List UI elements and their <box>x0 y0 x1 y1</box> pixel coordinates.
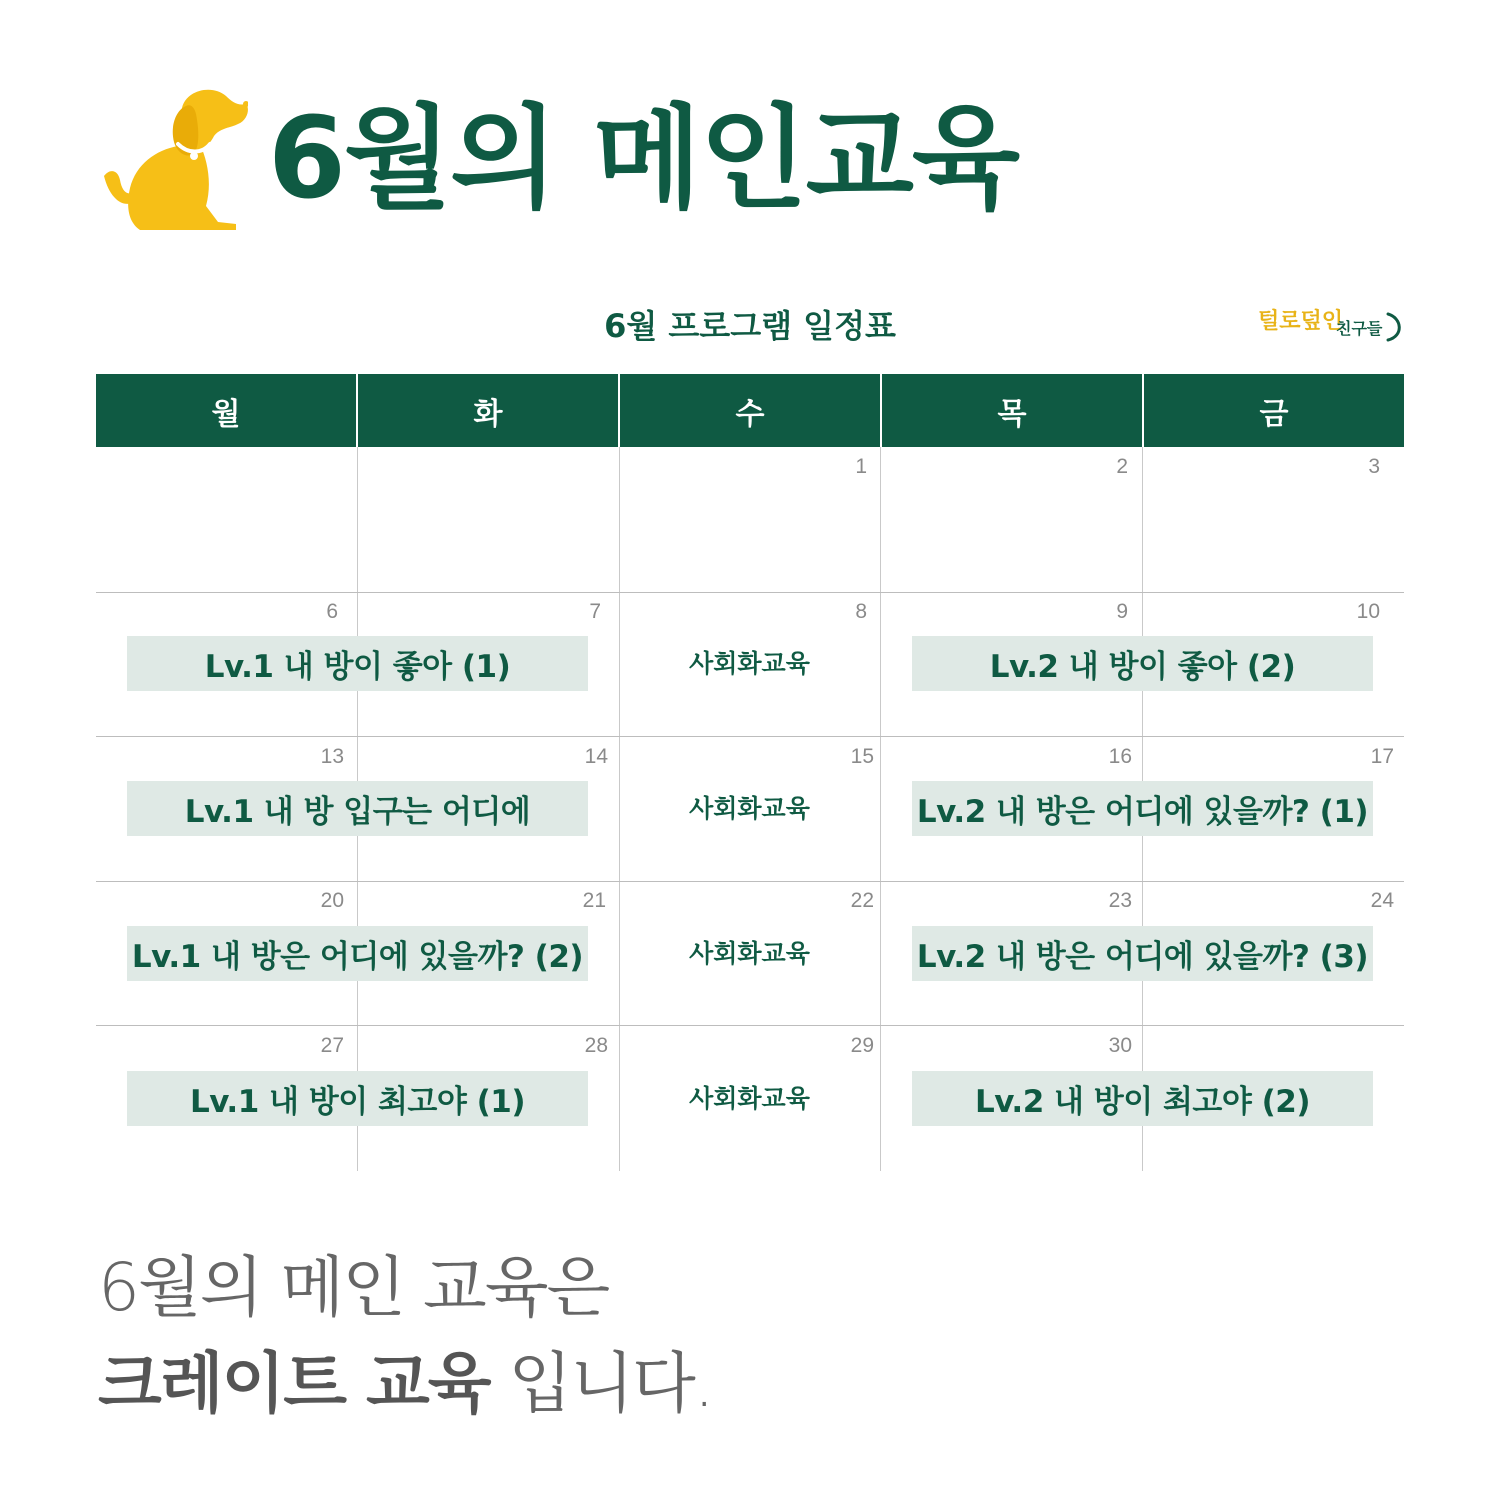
date-number: 13 <box>320 745 344 768</box>
date-number: 16 <box>1108 745 1132 768</box>
day-header-fri: 금 <box>1142 374 1404 447</box>
dog-icon <box>100 84 248 232</box>
date-number: 7 <box>589 600 601 623</box>
event-socialization: 사회화교육 <box>689 794 810 823</box>
summary-highlight: 크레이트 교육 <box>98 1345 490 1422</box>
date-number: 17 <box>1370 745 1394 768</box>
date-number: 14 <box>584 745 608 768</box>
summary-line2 <box>98 1336 713 1432</box>
summary-line1: 6월의 메인 교육은 <box>98 1249 609 1326</box>
date-number: 15 <box>850 745 874 768</box>
event-lv2: Lv.2 내 방이 좋아 (2) <box>912 636 1373 691</box>
day-header-mon: 월 <box>211 396 241 432</box>
calendar-header <box>96 374 1404 447</box>
date-number: 30 <box>1108 1034 1132 1057</box>
event-lv2: Lv.2 내 방은 어디에 있을까? (1) <box>912 781 1373 836</box>
event-lv1: Lv.1 내 방은 어디에 있을까? (2) <box>127 926 588 981</box>
summary-line2-rest: 입니다. <box>489 1345 713 1422</box>
grid-line <box>96 1025 1404 1026</box>
date-number: 9 <box>1116 600 1128 623</box>
brand-logo-part1: 털로덮인 <box>1258 309 1344 334</box>
grid-line <box>96 592 1404 593</box>
event-socialization: 사회화교육 <box>689 939 810 968</box>
grid-line <box>96 736 1404 737</box>
day-header-tue: 화 <box>356 374 618 447</box>
date-number: 20 <box>320 889 344 912</box>
day-header-thu: 목 <box>880 374 1142 447</box>
date-number: 24 <box>1370 889 1394 912</box>
event-lv1: Lv.1 내 방이 좋아 (1) <box>127 636 588 691</box>
grid-line <box>96 881 1404 882</box>
date-number: 22 <box>850 889 874 912</box>
date-number: 6 <box>326 600 338 623</box>
date-number: 10 <box>1356 600 1380 623</box>
brand-logo <box>1258 300 1408 350</box>
event-socialization: 사회화교육 <box>689 1084 810 1113</box>
event-lv1: Lv.1 내 방 입구는 어디에 <box>127 781 588 836</box>
date-number: 1 <box>855 455 867 478</box>
event-lv2: Lv.2 내 방이 최고야 (2) <box>912 1071 1373 1126</box>
bracket-icon <box>1384 312 1406 342</box>
date-number: 8 <box>855 600 867 623</box>
date-number: 23 <box>1108 889 1132 912</box>
date-number: 27 <box>320 1034 344 1057</box>
event-lv1: Lv.1 내 방이 최고야 (1) <box>127 1071 588 1126</box>
date-number: 3 <box>1368 455 1380 478</box>
summary-text <box>98 1240 713 1432</box>
schedule-subtitle: 6월 프로그램 일정표 <box>604 307 896 345</box>
grid-line <box>880 447 881 1171</box>
page-title: 6월의 메인교육 <box>268 94 1019 224</box>
calendar <box>96 374 1404 1171</box>
day-header-wed: 수 <box>618 374 880 447</box>
calendar-grid <box>96 447 1404 1171</box>
date-number: 29 <box>850 1034 874 1057</box>
brand-logo-part2: 친구들 <box>1336 319 1383 338</box>
date-number: 2 <box>1116 455 1128 478</box>
date-number: 28 <box>584 1034 608 1057</box>
date-number: 21 <box>582 889 606 912</box>
event-lv2: Lv.2 내 방은 어디에 있을까? (3) <box>912 926 1373 981</box>
event-socialization: 사회화교육 <box>689 649 810 678</box>
